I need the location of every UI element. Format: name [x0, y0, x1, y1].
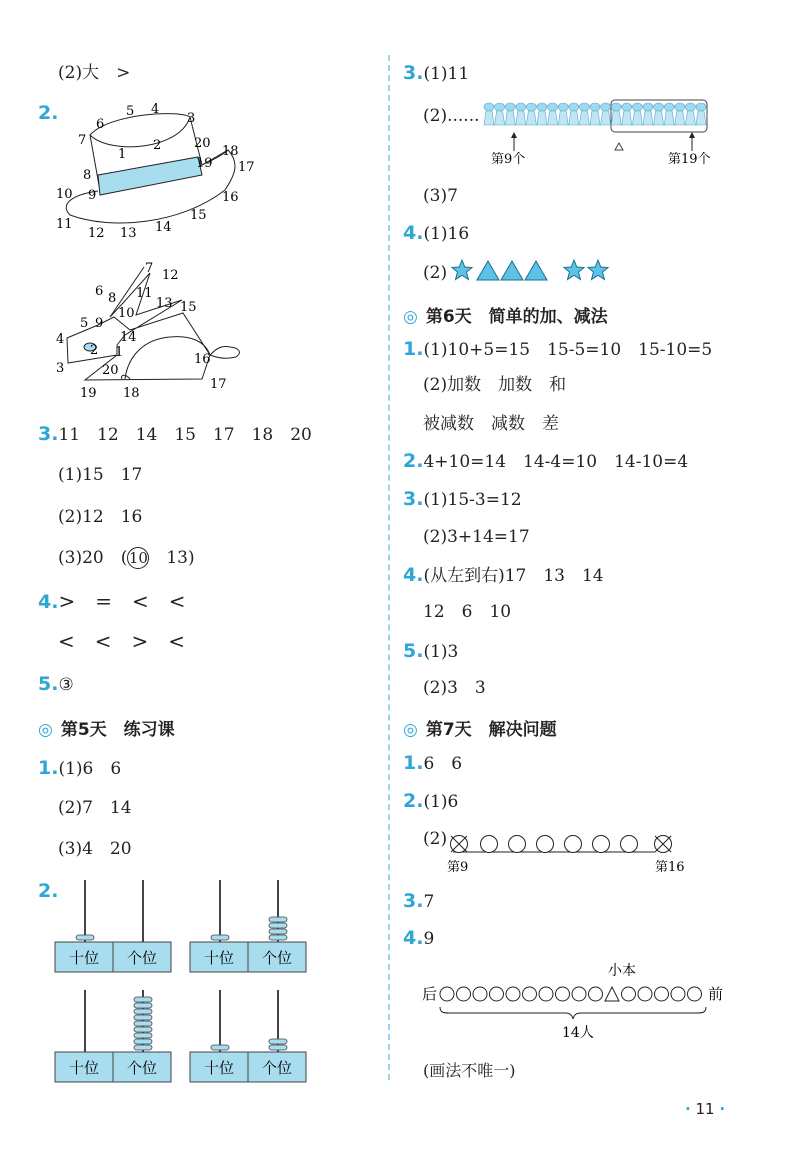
answer-line: 2.(1)6 — [403, 790, 459, 812]
answer-line: 被减数 减数 差 — [423, 414, 559, 434]
answer-line: (2)3+14=17 — [423, 527, 530, 547]
answer-line: (2)7 14 — [58, 798, 132, 818]
dot-label: 6 — [95, 284, 104, 299]
dot-label: 14 — [155, 220, 172, 235]
bead — [134, 1033, 152, 1038]
lantern-bead — [590, 103, 600, 125]
answer-line: (3)4 20 — [58, 839, 132, 859]
dot-label: 18 — [123, 386, 140, 401]
answer-line: 5.(1)3 — [403, 640, 459, 662]
tens-label: 十位 — [68, 1059, 100, 1077]
rabbit-dot-diagram — [50, 255, 260, 405]
tens-label: 十位 — [203, 1059, 235, 1077]
dot-label: 3 — [187, 111, 196, 126]
lantern-bead — [675, 103, 685, 125]
dot-label: 9 — [95, 316, 104, 331]
dot-label: 5 — [126, 104, 135, 119]
queue-label-count: 14人 — [562, 1025, 594, 1041]
answer-line: 4.(1)16 — [403, 222, 470, 244]
note: (画法不唯一) — [423, 1061, 516, 1080]
bead — [76, 935, 94, 940]
bead — [211, 935, 229, 940]
dot-label: 16 — [194, 352, 211, 367]
dot-label: 7 — [78, 133, 87, 148]
tens-label: 十位 — [68, 949, 100, 967]
bead — [269, 1039, 287, 1044]
column-divider — [388, 55, 390, 1080]
person-circle — [589, 987, 603, 1001]
hat-dot-diagram — [50, 95, 270, 245]
queue-label-front: 前 — [708, 985, 724, 1003]
lantern-bead — [569, 103, 579, 125]
answer-line: 1.6 6 — [403, 752, 463, 774]
abacus-diagrams — [50, 875, 320, 1090]
bead — [134, 1027, 152, 1032]
queue-label-back: 后 — [422, 985, 438, 1003]
person-circle — [622, 987, 636, 1001]
answer-line: (2)加数 加数 和 — [423, 375, 567, 395]
dot-label: 4 — [151, 102, 160, 117]
triangle-icon — [477, 261, 499, 280]
answer-line: 1.(1)10+5=15 15-5=10 15-10=5 — [403, 338, 713, 360]
triangle-icon — [501, 261, 523, 280]
person-circle — [638, 987, 652, 1001]
star-icon — [564, 260, 584, 280]
circle — [481, 836, 498, 853]
lantern-bead — [601, 103, 611, 125]
answer-line: 1.(1)6 6 — [38, 757, 122, 779]
lantern-bead — [548, 103, 558, 125]
bead — [269, 935, 287, 940]
answer-line: 3.11 12 14 15 17 18 20 — [38, 423, 312, 445]
answer-line: 4.> = < < — [38, 589, 186, 613]
dot-label: 15 — [180, 300, 197, 315]
person-circle — [572, 987, 586, 1001]
lantern-bead — [526, 103, 536, 125]
question-number: 2. — [38, 102, 59, 124]
dot-label: 13 — [156, 296, 173, 311]
bead — [134, 1045, 152, 1050]
tens-label: 十位 — [203, 949, 235, 967]
circle — [565, 836, 582, 853]
bead-chain-diagram — [483, 95, 733, 170]
bead — [134, 1009, 152, 1014]
circle — [509, 836, 526, 853]
lantern-bead — [632, 103, 642, 125]
dot-label: 15 — [190, 208, 207, 223]
dot-label: 10 — [118, 306, 135, 321]
dot-label: 9 — [88, 188, 97, 203]
lantern-bead — [505, 103, 515, 125]
dot-label: 16 — [222, 190, 239, 205]
lantern-bead — [622, 103, 632, 125]
answer-line: 2.4+10=14 14-4=10 14-10=4 — [403, 450, 689, 472]
lantern-bead — [664, 103, 674, 125]
answer-line: (1)15 17 — [58, 465, 143, 485]
lantern-bead — [611, 103, 621, 125]
dot-label: 17 — [238, 160, 255, 175]
answer-line: (2)...... — [423, 106, 480, 126]
answer-line: 3.(1)15-3=12 — [403, 488, 522, 510]
answer-line: (2)3 3 — [423, 678, 486, 698]
bead — [211, 1045, 229, 1050]
answer-line: (2) — [423, 829, 448, 849]
person-circle — [457, 987, 471, 1001]
dot-label: 8 — [83, 168, 92, 183]
person-circle — [688, 987, 702, 1001]
bead — [134, 1021, 152, 1026]
lantern-bead — [685, 103, 695, 125]
lantern-bead — [495, 103, 505, 125]
crossed-circle — [655, 836, 672, 853]
section-header-day7: ◎ 第7天 解决问题 — [403, 720, 557, 740]
person-circle — [655, 987, 669, 1001]
dot-label: 2 — [153, 138, 162, 153]
dot-label: 19 — [80, 386, 97, 401]
lantern-bead — [537, 103, 547, 125]
bead — [134, 1039, 152, 1044]
dot-label: 11 — [136, 286, 153, 301]
shape-sequence — [450, 258, 620, 284]
person-circle — [473, 987, 487, 1001]
bead — [269, 929, 287, 934]
lantern-bead — [516, 103, 526, 125]
bead — [134, 1003, 152, 1008]
person-circle — [523, 987, 537, 1001]
bead — [269, 1045, 287, 1050]
section-header-day6: ◎ 第6天 简单的加、减法 — [403, 307, 608, 327]
dot-label: 18 — [222, 144, 239, 159]
ones-label: 个位 — [126, 1059, 158, 1077]
abacus — [55, 880, 171, 972]
person-circle — [671, 987, 685, 1001]
dot-label: 8 — [108, 291, 117, 306]
person-circle — [490, 987, 504, 1001]
dot-label: 3 — [56, 361, 65, 376]
dot-label: 17 — [210, 377, 227, 392]
lantern-bead — [579, 103, 589, 125]
ones-label: 个位 — [126, 949, 158, 967]
dot-label: 6 — [96, 117, 105, 132]
circle-row-diagram — [445, 826, 695, 876]
answer-line: 3.(1)11 — [403, 62, 470, 84]
crossed-circle — [451, 836, 468, 853]
person-circle — [556, 987, 570, 1001]
dot-label: 19 — [196, 156, 213, 171]
dot-label: 12 — [88, 226, 105, 241]
bead — [269, 917, 287, 922]
target-icon: ◎ — [403, 720, 418, 740]
person-circle — [440, 987, 454, 1001]
dot-label: 1 — [118, 147, 127, 162]
dot-label: 12 — [162, 268, 179, 283]
bead-label-19: 第19个 — [668, 152, 711, 167]
bead-label-9: 第9个 — [491, 152, 526, 167]
dot-label: 10 — [56, 187, 73, 202]
dot-label: 11 — [56, 217, 73, 232]
answer-line: 4.(从左到右)17 13 14 — [403, 564, 604, 586]
triangle-icon — [525, 261, 547, 280]
lantern-bead — [643, 103, 653, 125]
queue-diagram — [420, 955, 740, 1045]
queue-label-xiaoben: 小本 — [608, 963, 636, 979]
answer-line: 3.7 — [403, 890, 435, 912]
circle — [593, 836, 610, 853]
answer-line: (3)20 (10 13) — [58, 548, 195, 568]
circled-number: 10 — [128, 549, 148, 567]
ones-label: 个位 — [261, 949, 293, 967]
lantern-bead — [696, 103, 706, 125]
star-icon — [588, 260, 608, 280]
bead — [134, 997, 152, 1002]
dot-label: 13 — [120, 226, 137, 241]
row-label-9: 第9 — [447, 860, 469, 875]
bead — [134, 1015, 152, 1020]
person-circle — [539, 987, 553, 1001]
answer-line: 5.③ — [38, 673, 74, 695]
answer-line: (2)大 > — [58, 63, 131, 83]
star-icon — [452, 260, 472, 280]
question-number: 2. — [38, 880, 59, 902]
lantern-bead — [654, 103, 664, 125]
section-header-day5: ◎ 第5天 练习课 — [38, 720, 175, 740]
circle — [537, 836, 554, 853]
person-circle — [506, 987, 520, 1001]
answer-line: 12 6 10 — [423, 602, 512, 622]
lantern-bead — [558, 103, 568, 125]
triangle-marker — [605, 987, 619, 1001]
dot-label: 5 — [80, 316, 89, 331]
dot-label: 20 — [194, 136, 211, 151]
left-column — [0, 0, 385, 1150]
dot-label: 1 — [115, 345, 124, 360]
target-icon: ◎ — [403, 307, 418, 327]
answer-line: (3)7 — [423, 186, 458, 206]
ones-label: 个位 — [261, 1059, 293, 1077]
dot-label: 4 — [56, 332, 65, 347]
answer-line: 4.9 — [403, 927, 435, 949]
abacus — [55, 990, 171, 1082]
dot-label: 20 — [102, 363, 119, 378]
row-label-16: 第16 — [655, 860, 685, 875]
answer-line: (2) — [423, 263, 448, 283]
abacus — [190, 880, 306, 972]
dot-label: 14 — [120, 330, 137, 345]
abacus — [190, 990, 306, 1082]
answer-line: < < > < — [58, 629, 186, 653]
dot-label: 7 — [145, 261, 154, 276]
dot-label: 2 — [90, 343, 99, 358]
page-number: · 11 · — [685, 1100, 726, 1118]
circle — [621, 836, 638, 853]
answer-line: (2)12 16 — [58, 507, 143, 527]
target-icon: ◎ — [38, 720, 53, 740]
bead — [269, 923, 287, 928]
lantern-bead — [484, 103, 494, 125]
right-column — [395, 0, 800, 1150]
